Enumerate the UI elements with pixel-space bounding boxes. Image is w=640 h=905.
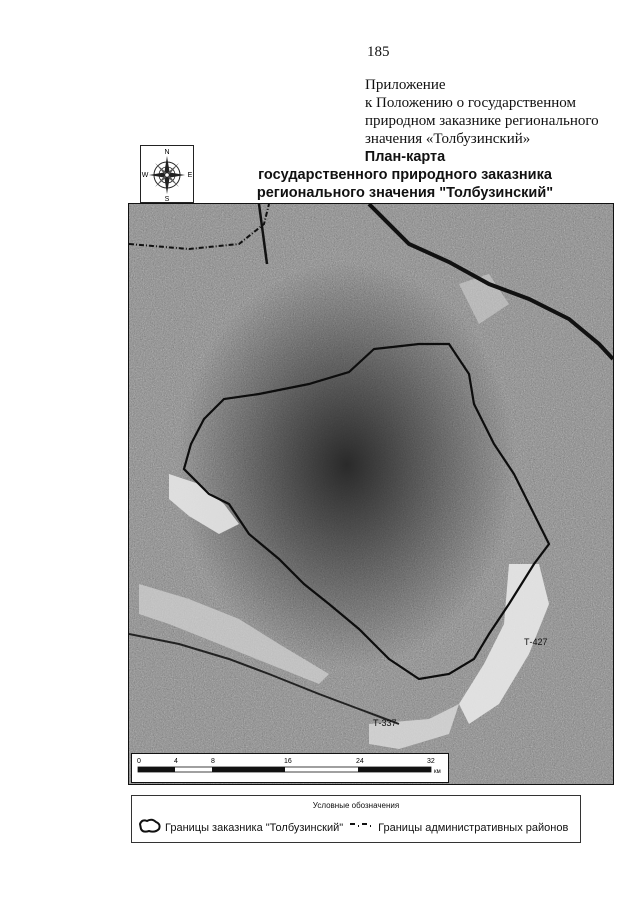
scale-tick: 24	[356, 758, 364, 765]
appendix-line: значения «Толбузинский»	[365, 131, 531, 147]
compass-w: W	[141, 172, 149, 179]
title-line: государственного природного заказника	[258, 167, 552, 183]
appendix-line: к Положению о государственном	[365, 95, 576, 111]
appendix-line: Приложение	[365, 77, 446, 93]
legend	[131, 795, 581, 843]
topographic-map	[128, 203, 614, 785]
legend-title: Условные обозначения	[312, 801, 400, 810]
page-number: 185	[367, 44, 390, 60]
compass-e: E	[187, 172, 193, 179]
compass-s: S	[164, 196, 170, 202]
appendix-line: природном заказнике регионального	[365, 113, 599, 129]
scale-tick: 32	[427, 758, 435, 765]
scale-unit: км	[434, 769, 441, 775]
title-line: регионального значения "Толбузинский"	[256, 185, 554, 201]
title-line: План-карта	[364, 149, 446, 165]
district-boundary-icon	[349, 821, 373, 834]
scale-bar	[131, 753, 449, 783]
legend-items	[138, 818, 568, 837]
map-label: Т-337	[373, 718, 397, 728]
scale-tick: 0	[137, 758, 141, 765]
legend-label: Границы заказника "Толбузинский"	[165, 821, 344, 834]
scale-tick: 16	[284, 758, 292, 765]
map-label: Т-427	[524, 637, 548, 647]
scale-tick: 4	[174, 758, 178, 765]
compass-n: N	[164, 149, 170, 156]
legend-label: Границы административных районов	[378, 821, 569, 834]
map-title	[195, 148, 615, 202]
appendix-caption	[365, 76, 635, 148]
compass-rose-icon	[140, 145, 194, 203]
reserve-boundary-icon	[138, 818, 162, 837]
scale-tick: 8	[211, 758, 215, 765]
